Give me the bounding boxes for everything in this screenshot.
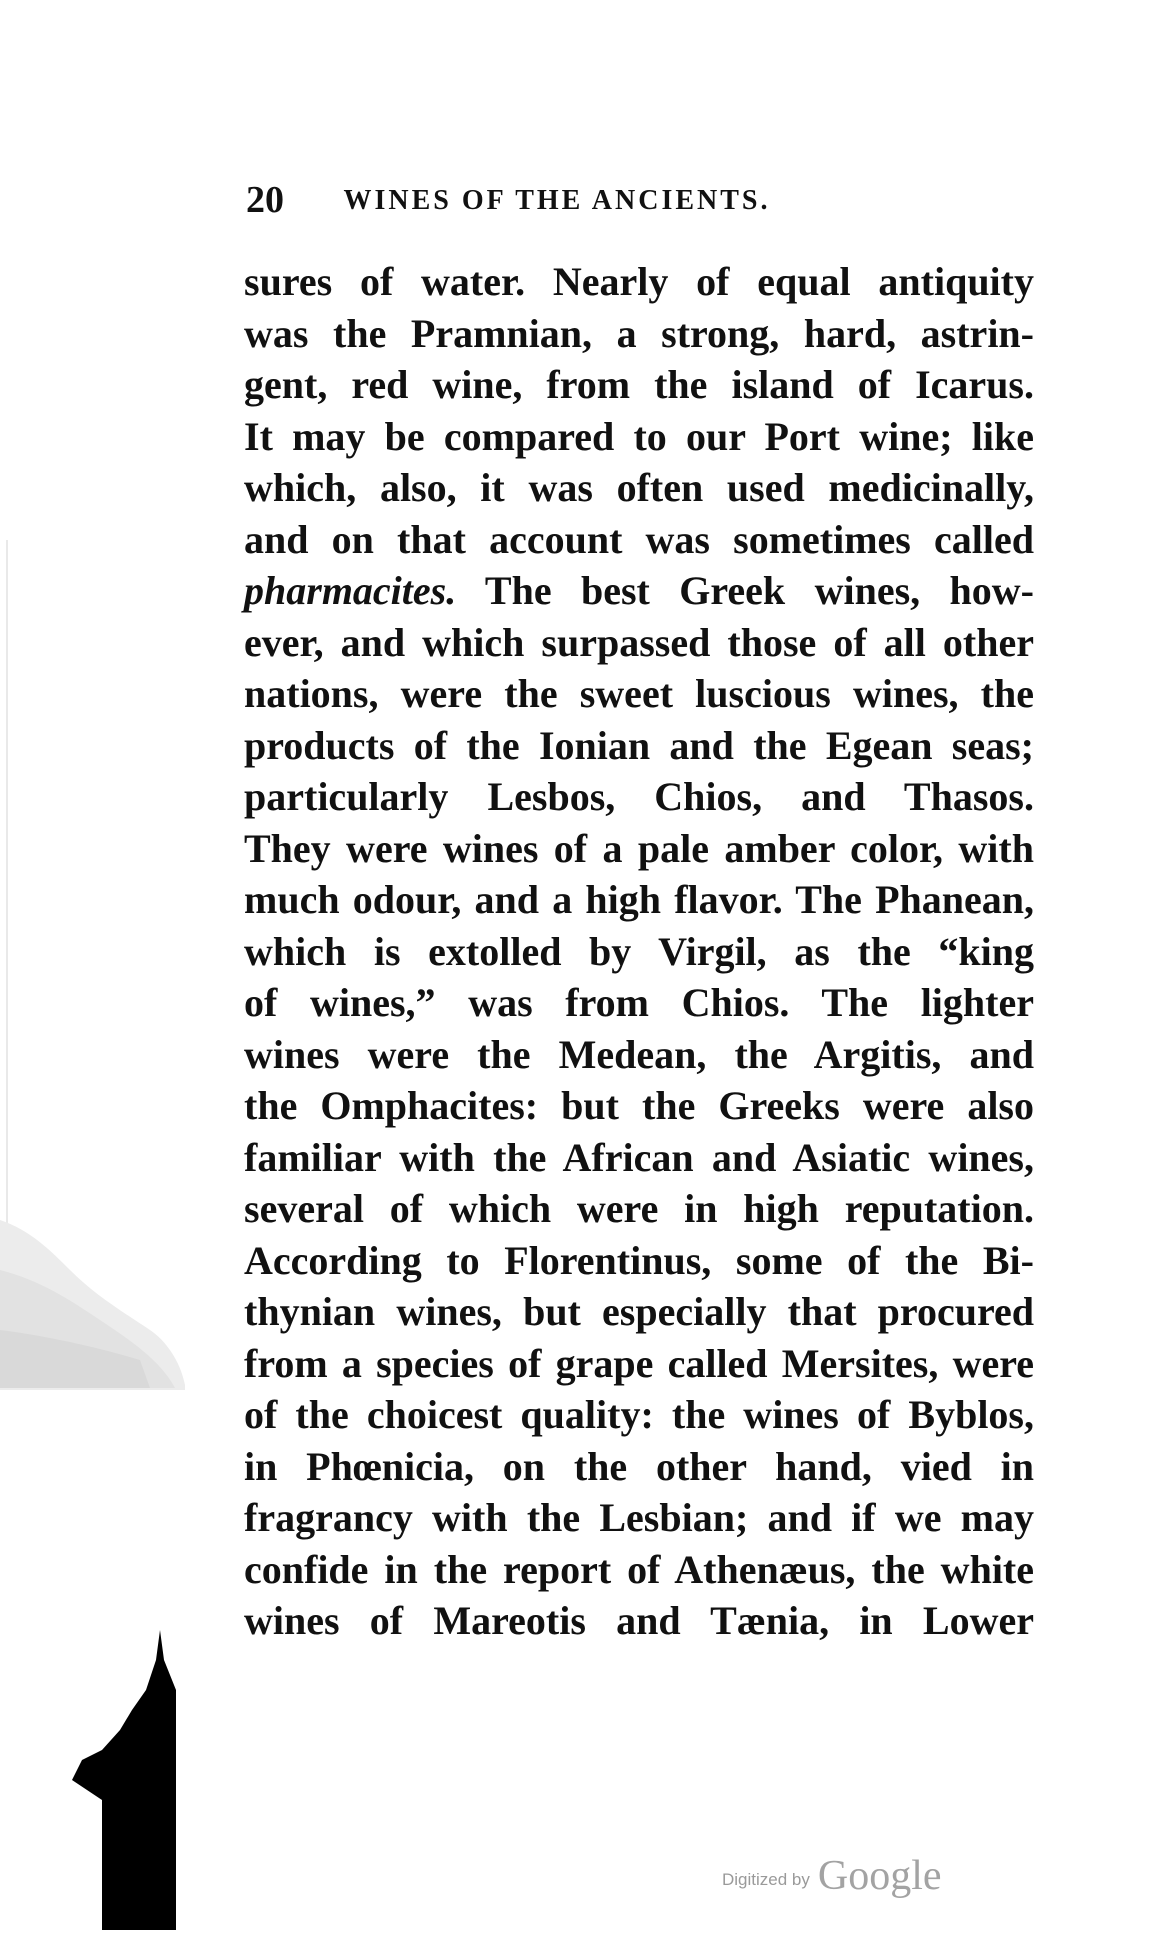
text-line: sures of water. Nearly of equal antiquity: [244, 259, 1034, 304]
text-line: which, also, it was often used medicinally,: [244, 465, 1034, 510]
digitized-watermark: [722, 1852, 982, 1900]
text-line: from a species of grape called Mersites, were: [244, 1340, 1034, 1386]
text-line: the Omphacites: but the Greeks were also: [244, 1083, 1034, 1128]
text-line: products of the Ionian and the Egean seas;: [244, 722, 1034, 768]
text-line: nations, were the sweet luscious wines, the: [244, 671, 1034, 716]
body-text: [244, 256, 1034, 1647]
text-line: in Phœnicia, on the other hand, vied in: [244, 1443, 1034, 1489]
text-line: and on that account was sometimes called: [244, 516, 1034, 562]
google-logo: Google: [817, 1853, 942, 1899]
page-stain-mark: [0, 1210, 190, 1390]
text-line: particularly Lesbos, Chios, and Thasos.: [244, 774, 1034, 819]
text-line: several of which were in high reputation.: [244, 1186, 1034, 1231]
text-line: fragrancy with the Lesbian; and if we may: [244, 1495, 1034, 1540]
text-line: [244, 565, 1034, 617]
text-line: of wines,” was from Chios. The lighter: [244, 980, 1034, 1025]
italic-term: pharmacites.: [244, 568, 457, 613]
text-line: was the Pramnian, a strong, hard, astrin-: [244, 310, 1034, 356]
running-title: WINES OF THE ANCIENTS.: [343, 185, 771, 216]
page-number: 20: [246, 179, 284, 221]
text-line: wines were the Medean, the Argitis, and: [244, 1031, 1034, 1077]
text-line: According to Florentinus, some of the Bi-: [244, 1237, 1034, 1283]
text-line: ever, and which surpassed those of all other: [244, 619, 1034, 665]
text-line: which is extolled by Virgil, as the “king: [244, 928, 1034, 974]
text-line: familiar with the African and Asiatic wines,: [244, 1134, 1034, 1180]
text-line: confide in the report of Athenæus, the white: [244, 1546, 1034, 1592]
text-line: thynian wines, but especially that procured: [244, 1289, 1034, 1334]
text-line: wines of Mareotis and Tænia, in Lower: [244, 1598, 1034, 1643]
text-line: gent, red wine, from the island of Icarus.: [244, 362, 1034, 407]
watermark-prefix: Digitized by: [722, 1870, 810, 1889]
text-line: much odour, and a high flavor. The Phanean,: [244, 877, 1034, 922]
running-head: [246, 175, 1046, 225]
text-line-continuation: The best Greek wines, how-: [456, 568, 1034, 613]
black-tab-marker: [72, 1630, 182, 1930]
text-line: It may be compared to our Port wine; like: [244, 413, 1034, 459]
text-line: of the choicest quality: the wines of Byblos,: [244, 1392, 1034, 1437]
text-line: They were wines of a pale amber color, with: [244, 825, 1034, 871]
